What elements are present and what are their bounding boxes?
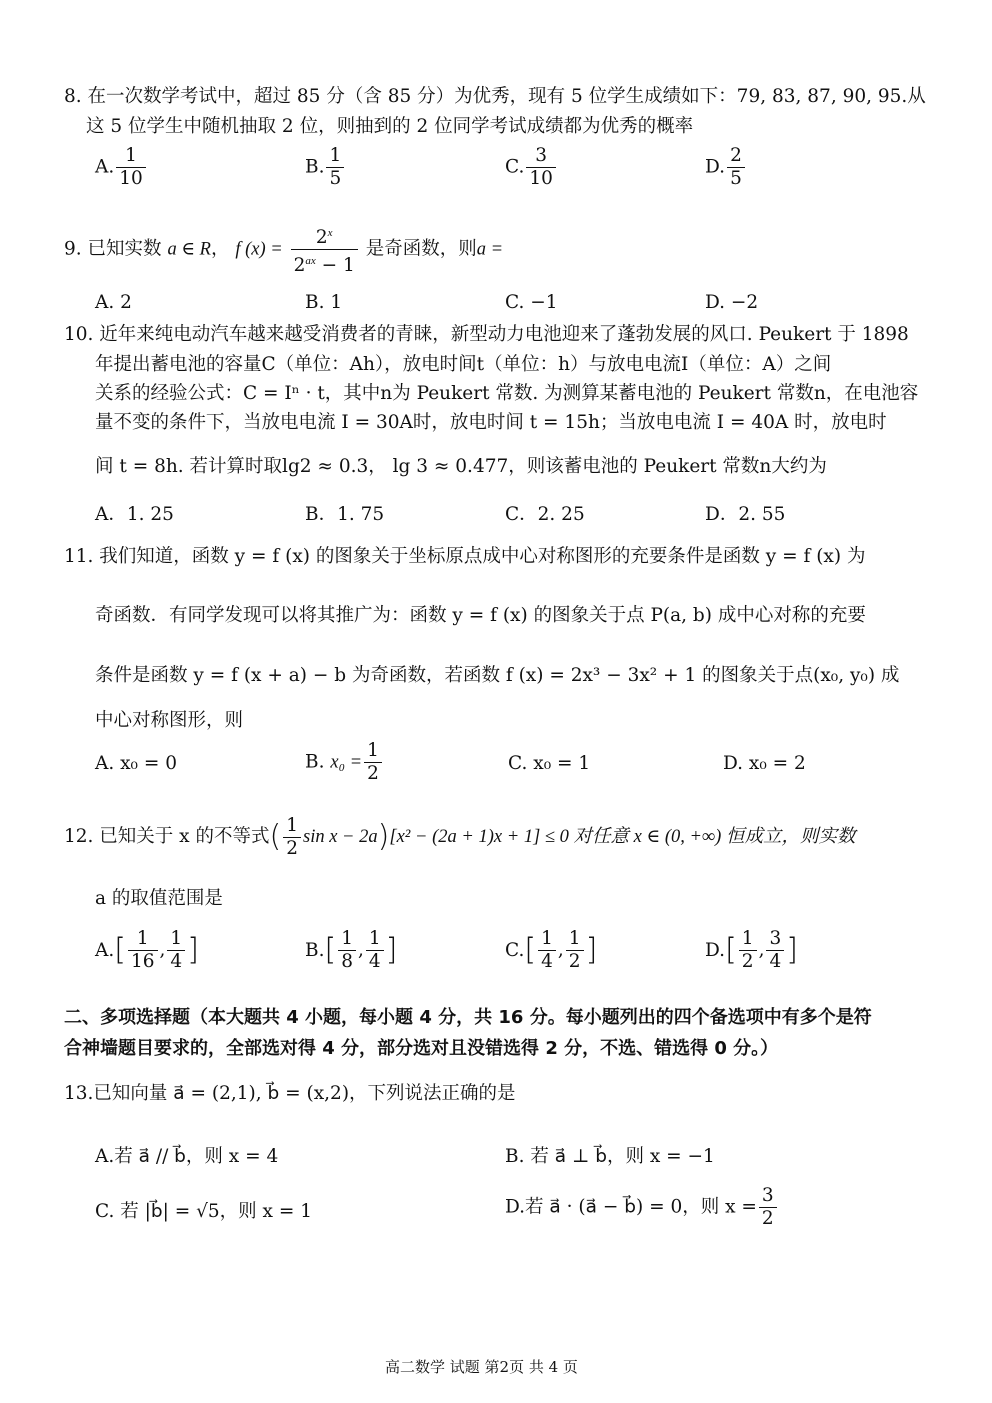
page-footer: 高二数学 试题 第2页 共 4 页 — [385, 1358, 578, 1376]
q13-option-d — [505, 1185, 779, 1230]
q9-option-d: D. −2 — [705, 292, 759, 313]
q12-rest: [x² − (2a + 1)x + 1] ≤ 0 对任意 x ∈ (0, +∞) 恒成立，则实数 — [389, 827, 856, 847]
denominator: 5 — [326, 167, 344, 190]
q11-line4: 中心对称图形，则 — [95, 710, 244, 731]
q9-option-a: A. 2 — [95, 292, 132, 313]
option-label: C. — [505, 940, 525, 961]
denominator: 4 — [167, 950, 185, 973]
q11-line1: 11. 我们知道，函数 y = f (x) 的图象关于坐标原点成中心对称图形的充要条件是函数 y = f (x) 为 — [64, 546, 866, 567]
q9-num-exp: x — [327, 227, 333, 239]
q9-den-exp: ax — [305, 255, 316, 268]
q10-line2: 年提出蓄电池的容量C（单位：Ah），放电时间t（单位：h）与放电电流I（单位：A）之间 — [95, 354, 832, 375]
denominator: 4 — [538, 950, 556, 973]
option-label: A. — [95, 156, 115, 178]
denominator: 2 — [759, 1207, 777, 1230]
q10-line3: 关系的经验公式：C = Iⁿ · t，其中n为 Peukert 常数. 为测算某蓄电池的 Peukert 常数n，在电池容 — [95, 383, 919, 404]
section2-heading-line1: 二、多项选择题（本大题共 4 小题，每小题 4 分，共 16 分。每小题列出的四个备选项中有多个是符 — [64, 1007, 872, 1028]
numerator: 2 — [730, 145, 742, 166]
q12-stem: 12. 已知关于 x 的不等式( $\frac{1}{2}$ sin x − 2a)[x² − (2a + 1)x + 1] ≤ 0 对任意 x ∈ (0, +∞) 恒成立，则实数 — [64, 814, 856, 859]
denominator: 4 — [766, 950, 784, 973]
q12-option-d: D.[ $\frac{1}{2}$ , $\frac{3}{4}$ ] — [705, 928, 798, 972]
q13-option-c: C. 若 |b⃗| = √5，则 x = 1 — [95, 1201, 313, 1222]
denominator: 4 — [366, 950, 384, 973]
q12-option-c: C.[ $\frac{1}{4}$ , $\frac{1}{2}$ ] — [505, 928, 598, 972]
numerator: 1 — [125, 145, 137, 166]
q10-line4: 量不变的条件下，当放电电流 I = 30A时，放电时间 t = 15h；当放电电流 I = 40A 时，放电时 — [95, 412, 887, 433]
q10-line5: 间 t = 8h. 若计算时取lg2 ≈ 0.3， lg 3 ≈ 0.477，则该蓄电池的 Peukert 常数n大约为 — [95, 456, 827, 477]
q8-option-c — [505, 145, 558, 190]
q13-option-b: B. 若 a⃗ ⊥ b⃗，则 x = −1 — [505, 1146, 715, 1167]
q9-option-c: C. −1 — [505, 292, 558, 313]
q10-option-a: A．1. 25 — [95, 504, 174, 525]
denominator: 2 — [364, 762, 382, 785]
q13-option-a: A.若 a⃗ // b⃗，则 x = 4 — [95, 1146, 279, 1167]
q9-ask: a = — [476, 239, 504, 260]
q10-option-b: B．1. 75 — [305, 504, 385, 525]
q9-den-tail: − 1 — [315, 255, 355, 277]
denominator: 2 — [739, 950, 757, 973]
numerator: 3 — [761, 1185, 774, 1206]
numerator: 1 — [568, 928, 581, 949]
q10-option-d: D．2. 55 — [705, 504, 786, 525]
q12-option-a: A.[ $\frac{1}{16}$ , $\frac{1}{4}$ ] — [95, 928, 199, 972]
option-label: C. — [505, 156, 525, 178]
denominator: 5 — [727, 167, 745, 190]
q10-option-c: C．2. 25 — [505, 504, 585, 525]
q12-mid: sin x − 2a — [303, 827, 378, 847]
q9-condition: a ∈ R — [167, 239, 211, 260]
denominator: 10 — [526, 167, 556, 190]
q9-num-base: 2 — [315, 227, 328, 249]
q13-stem: 13.已知向量 a⃗ = (2,1), b⃗ = (x,2)，下列说法正确的是 — [64, 1083, 516, 1104]
q8-line1: 8. 在一次数学考试中，超过 85 分（含 85 分）为优秀，现有 5 位学生成绩如下：79, 83, 87, 90, 95.从 — [64, 86, 926, 107]
numerator: 1 — [341, 928, 353, 949]
numerator: 1 — [368, 928, 381, 949]
denominator: 16 — [128, 950, 158, 973]
option-label: B. — [305, 751, 325, 773]
q9-option-b: B. 1 — [305, 292, 343, 313]
numerator: 1 — [367, 740, 379, 761]
q11-opt-b-var: x₀ = — [330, 752, 363, 773]
option-label: D. — [705, 156, 726, 178]
q8-option-d — [705, 145, 747, 190]
q12-prefix: 12. 已知关于 x 的不等式 — [64, 826, 270, 847]
q11-option-b — [305, 740, 384, 785]
q9-stem: 9. 已知实数 a ∈ R， f (x) = $\frac{2^x}{2^{ax} - 1}$ 是奇函数，则a = — [64, 227, 504, 277]
q9-prefix: 9. 已知实数 — [64, 238, 162, 260]
q11-line3: 条件是函数 y = f (x + a) − b 为奇函数，若函数 f (x) = 2x³ − 3x² + 1 的图象关于点(x₀, y₀) 成 — [95, 665, 900, 686]
q12-line2: a 的取值范围是 — [95, 888, 223, 909]
numerator: 1 — [170, 928, 183, 949]
q11-option-a: A. x₀ = 0 — [95, 753, 178, 774]
numerator: 1 — [741, 928, 754, 949]
q8-option-b — [305, 145, 346, 190]
numerator: 1 — [329, 145, 342, 166]
denominator: 8 — [338, 950, 356, 973]
option-label: D. — [705, 940, 726, 961]
numerator: 3 — [535, 145, 548, 166]
denominator: 10 — [116, 167, 146, 190]
numerator: 1 — [541, 928, 553, 949]
q11-option-c: C. x₀ = 1 — [508, 753, 591, 774]
option-label: B. — [305, 940, 325, 961]
q8-line2: 这 5 位学生中随机抽取 2 位，则抽到的 2 位同学考试成绩都为优秀的概率 — [86, 116, 694, 137]
q10-line1: 10. 近年来纯电动汽车越来越受消费者的青睐，新型动力电池迎来了蓬勃发展的风口. Peukert 于 1898 — [64, 324, 909, 345]
q8-option-a — [95, 145, 148, 190]
numerator: 3 — [769, 928, 782, 949]
q11-option-d: D. x₀ = 2 — [723, 753, 806, 774]
q9-suffix: 是奇函数，则 — [365, 238, 477, 260]
q9-den-base: 2 — [293, 255, 306, 277]
q12-option-b: B.[ $\frac{1}{8}$ , $\frac{1}{4}$ ] — [305, 928, 398, 972]
numerator: 1 — [286, 814, 298, 836]
option-label: A. — [95, 940, 115, 961]
q11-line2: 奇函数．有同学发现可以将其推广为：函数 y = f (x) 的图象关于点 P(a, b) 成中心对称的充要 — [95, 605, 866, 626]
section2-heading-line2: 合神墙题目要求的，全部选对得 4 分，部分选对且没错选得 2 分，不选、错选得 0 分。） — [64, 1038, 779, 1059]
denominator: 2 — [566, 950, 584, 973]
q13-opt-d-prefix: D.若 a⃗ · (a⃗ − b⃗) = 0，则 x = — [505, 1196, 757, 1218]
numerator: 1 — [136, 928, 149, 949]
q9-function: f (x) = — [235, 239, 283, 260]
option-label: B. — [305, 156, 325, 178]
denominator: 2 — [283, 837, 301, 860]
